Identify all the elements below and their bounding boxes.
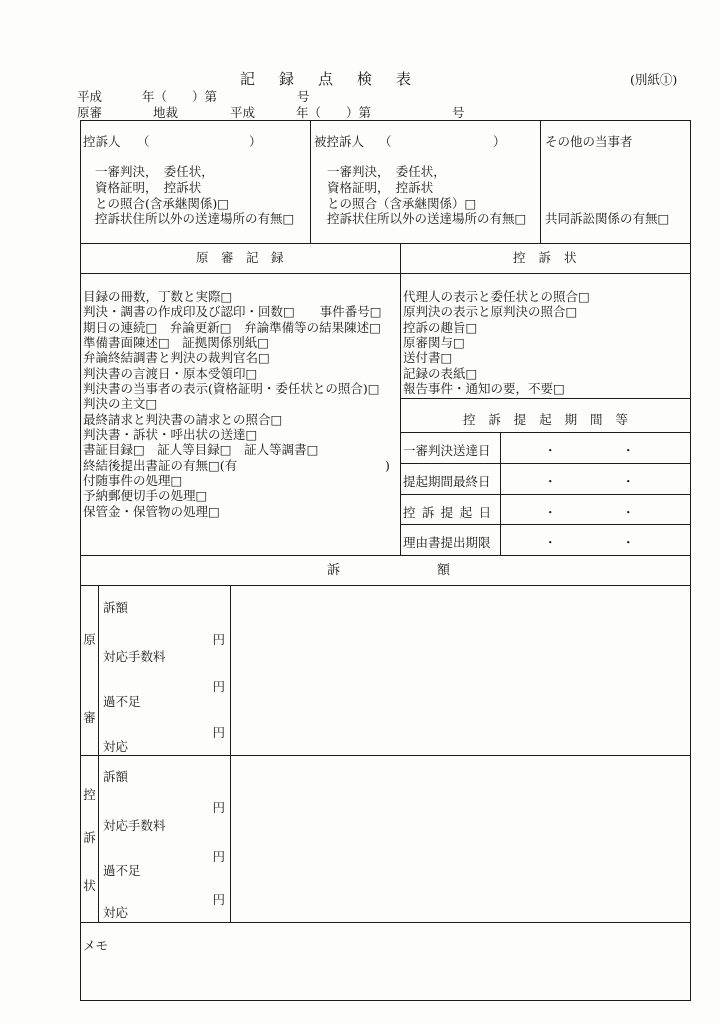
appeal-period-label-cell (400, 524, 501, 556)
checklist-item: 準備書面陳述□ 証拠関係別紙□ (83, 335, 270, 351)
date-separator: ・ (622, 535, 635, 550)
case-year-type-number: 年（ ）第 (142, 89, 218, 104)
checklist-item: 記録の表紙□ (403, 365, 478, 381)
checklist-item: 書証目録□ 証人等目録□ 証人等調書□ (83, 442, 319, 458)
appellee-check-line: 資格証明， 控訴状 (327, 180, 434, 195)
appeal-petition-heading: 控訴状 (513, 250, 590, 265)
checklist-item: 期日の連続□ 弁論更新□ 弁論準備等の結果陳述□ (83, 319, 381, 335)
amount-item-label: 過不足 (103, 863, 141, 878)
appellant-paren-close: ） (249, 134, 262, 149)
checklist-item: 終結後提出書証の有無□(有 (83, 457, 238, 473)
other-parties-cell (540, 120, 691, 244)
checklist-item: 判決の主文□ (83, 396, 158, 412)
checklist-item: 弁論終結調書と判決の裁判官名□ (83, 350, 270, 366)
appellant-cell (80, 120, 311, 244)
original-record-heading: 原審記録 (196, 250, 297, 265)
amount-item-label: 訴額 (103, 600, 129, 615)
amount-item-unit: 円 (212, 800, 225, 815)
date-separator: ・ (544, 535, 557, 550)
appeal-period-label-cell (400, 463, 501, 495)
appellant-check-line: 一審判決， 委任状， (95, 164, 214, 179)
checklist-item: 最終請求と判決書の請求との照合□ (83, 411, 283, 427)
appeal-petition-checklist (403, 289, 590, 396)
original-record-checklist-cell (80, 273, 401, 556)
original-record-heading-cell (80, 243, 401, 274)
amount-item-label: 訴額 (103, 769, 129, 784)
appeal-period-date-cell (500, 463, 691, 495)
amount-item-unit: 円 (212, 892, 225, 907)
vertical-label-char: 訴 (83, 830, 96, 845)
amount-item-unit: 円 (212, 849, 225, 864)
submitted-evidence-closing-paren: ) (385, 457, 390, 473)
vertical-label-char: 審 (83, 710, 96, 725)
amount-item-label: 対応 (103, 739, 129, 754)
checklist-item: 控訴の趣旨□ (403, 319, 478, 335)
vertical-label-char: 原 (83, 632, 96, 647)
appellant-label: 控訴人 (83, 134, 121, 149)
amount-heading: 訴額 (327, 563, 548, 578)
appeal-period-label: 控訴提起日 (403, 505, 498, 520)
appeal-period-heading-cell (400, 398, 691, 433)
checklist-item: 原審関与□ (403, 335, 465, 351)
appeal-period-label: 提起期間最終日 (403, 474, 491, 489)
date-separator: ・ (544, 443, 557, 458)
amount-item-label: 対応手数料 (103, 649, 166, 664)
appeal-period-heading: 控訴提起期間等 (463, 412, 641, 427)
appeal-petition-checklist-cell (400, 273, 691, 399)
date-separator: ・ (622, 505, 635, 520)
original-case-era: 平成 (230, 105, 256, 120)
checklist-item: 代理人の表示と委任状との照合□ (403, 289, 590, 304)
checklist-item: 保管金・保管物の処理□ (83, 503, 220, 519)
amount-items-cell (98, 755, 231, 923)
attachment-label: (別紙①) (630, 72, 678, 87)
amount-item-label: 対応 (103, 905, 129, 920)
date-separator: ・ (622, 474, 635, 489)
original-court: 地裁 (153, 105, 179, 120)
appeal-period-date-cell (500, 524, 691, 556)
date-separator: ・ (544, 474, 557, 489)
case-number-suffix: 号 (297, 89, 310, 104)
appeal-period-label: 理由書提出期限 (403, 535, 491, 550)
checklist-item: 付随事件の処理□ (83, 473, 183, 489)
checklist-item: 送付書□ (403, 350, 453, 366)
checklist-item: 予納郵便切手の処理□ (83, 488, 208, 504)
form-title: 記録点検表 (240, 70, 436, 88)
original-case-number-suffix: 号 (452, 105, 465, 120)
case-era: 平成 (77, 89, 103, 104)
original-case-year-type-number: 年（ ）第 (296, 105, 372, 120)
appellee-address-check: 控訴状住所以外の送達場所の有無□ (327, 211, 527, 226)
appellee-paren-open: （ (379, 134, 392, 149)
original-case-label: 原審 (77, 105, 103, 120)
appeal-period-date-cell (500, 494, 691, 525)
checklist-item: 判決書の当事者の表示(資格証明・委任状との照合)□ (83, 381, 380, 397)
appellant-paren-open: （ (137, 134, 150, 149)
appellee-cell (310, 120, 541, 244)
amount-heading-cell (80, 555, 691, 586)
appeal-period-label-cell (400, 494, 501, 525)
checklist-item: 原判決の表示と原判決の照合□ (403, 304, 578, 320)
checklist-item: 判決・調書の作成印及び認印・回数□ 事件番号□ (83, 304, 382, 320)
checklist-item: 判決書の言渡日・原本受領印□ (83, 365, 258, 381)
amount-items-cell (98, 585, 231, 756)
vertical-label-char: 状 (83, 878, 96, 893)
appellant-check-line: 資格証明， 控訴状 (95, 180, 202, 195)
amount-item-label: 過不足 (103, 694, 141, 709)
appeal-petition-heading-cell (400, 243, 691, 274)
amount-item-unit: 円 (212, 679, 225, 694)
date-separator: ・ (544, 505, 557, 520)
appeal-period-label-cell (400, 432, 501, 464)
amount-item-unit: 円 (212, 632, 225, 647)
vertical-label-char: 控 (83, 787, 96, 802)
appellant-check-line: との照合(含承継関係)□ (95, 196, 230, 211)
memo-label: メモ (83, 938, 109, 953)
date-separator: ・ (622, 443, 635, 458)
amount-values-area (230, 755, 691, 923)
amount-values-area (230, 585, 691, 756)
amount-block-label-cell (80, 755, 99, 923)
original-record-checklist (83, 289, 382, 519)
other-parties-label: その他の当事者 (545, 134, 633, 149)
appeal-period-label: 一審判決送達日 (403, 443, 491, 458)
appeal-period-date-cell (500, 432, 691, 464)
memo-area (80, 922, 691, 1001)
amount-block-label-cell (80, 585, 99, 756)
checklist-item: 判決書・訴状・呼出状の送達□ (83, 427, 258, 443)
appellee-check-line: との照合（含承継関係）□ (327, 196, 477, 211)
appellee-check-line: 一審判決， 委任状， (327, 164, 446, 179)
amount-item-label: 対応手数料 (103, 818, 166, 833)
appellee-label: 被控訴人 (314, 134, 365, 149)
checklist-item: 報告事件・通知の要，不要□ (403, 381, 565, 397)
checklist-item: 目録の冊数，丁数と実際□ (83, 289, 233, 304)
appellant-address-check: 控訴状住所以外の送達場所の有無□ (95, 211, 295, 226)
amount-item-unit: 円 (212, 725, 225, 740)
appellee-paren-close: ） (493, 134, 506, 149)
joint-litigation-check: 共同訴訟関係の有無□ (545, 211, 670, 226)
